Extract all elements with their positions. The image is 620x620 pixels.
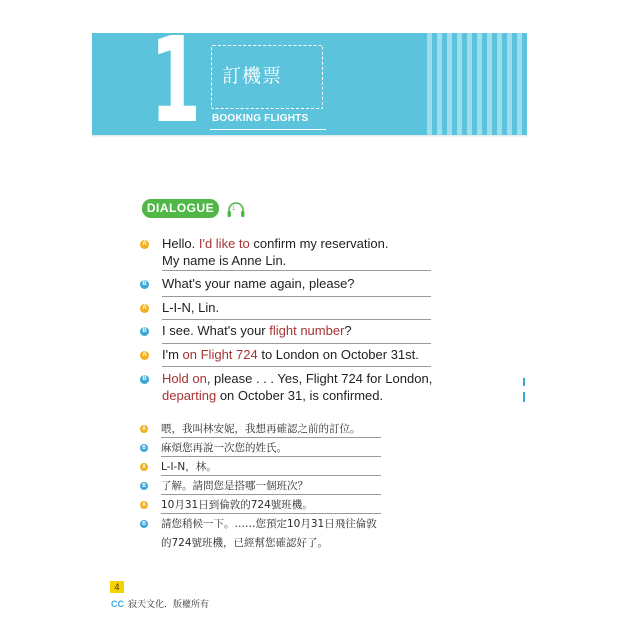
publisher-text: 寂天文化．版權所有 — [128, 600, 210, 610]
key-phrase: I'd like to — [198, 236, 250, 251]
english-line-text — [162, 253, 286, 269]
speaker-b-icon: B — [140, 375, 149, 384]
english-line-text — [162, 300, 219, 316]
chinese-line-text: 麻煩您再說一次您的姓氏。 — [161, 442, 287, 454]
line-divider — [161, 494, 381, 495]
unit-header-band — [92, 33, 527, 135]
speaker-b-icon: B — [140, 327, 149, 336]
phrase: My name is Anne Lin. — [162, 253, 287, 268]
edge-mark — [523, 378, 525, 386]
line-divider — [162, 296, 431, 297]
english-line-text — [162, 347, 419, 363]
line-divider — [161, 475, 381, 476]
line-divider — [161, 437, 381, 438]
line-divider — [162, 270, 431, 271]
page-number: 4 — [110, 581, 124, 593]
speaker-b-icon: B — [140, 520, 148, 528]
unit-title-chinese: 訂機票 — [222, 65, 283, 87]
chinese-line-text: 10月31日到倫敦的724號班機。 — [161, 499, 313, 511]
chinese-line-text: L-I-N，林。 — [161, 461, 217, 473]
phrase: on October 31, is confirmed. — [216, 388, 384, 403]
line-divider — [161, 513, 381, 514]
key-phrase: Hold on — [162, 371, 207, 386]
line-divider — [162, 366, 431, 367]
english-line-text — [162, 323, 352, 339]
english-line-text — [162, 371, 432, 387]
chinese-line-text: 的724號班機，已經幫您確認好了。 — [161, 537, 329, 549]
speaker-b-icon: B — [140, 444, 148, 452]
header-shadow — [92, 135, 527, 138]
chinese-line-text: 喂，我叫林安妮，我想再確認之前的訂位。 — [161, 423, 361, 435]
english-line-text — [162, 276, 355, 292]
phrase: confirm my reservation. — [249, 236, 389, 251]
phrase: I see. What's your — [162, 323, 270, 338]
phrase: I'm — [162, 347, 183, 362]
speaker-a-icon: A — [140, 304, 149, 313]
speaker-a-icon: A — [140, 463, 148, 471]
speaker-a-icon: A — [140, 501, 148, 509]
phrase: , please . . . Yes, Flight 724 for London, — [206, 371, 433, 386]
phrase: What's your name again, please? — [162, 276, 355, 291]
headphones-icon[interactable] — [226, 201, 246, 218]
edge-mark — [523, 392, 525, 402]
chinese-line-text: 了解。請問您是搭哪一個班次？ — [161, 480, 308, 492]
chinese-line-text: 請您稍候一下。……您預定10月31日飛往倫敦 — [161, 518, 377, 530]
title-underline — [210, 129, 326, 130]
english-line-text — [162, 388, 383, 404]
phrase: Hello. — [162, 236, 199, 251]
title-dashed-box — [211, 45, 323, 109]
header-stripes — [427, 33, 527, 135]
phrase: to London on October 31st. — [257, 347, 419, 362]
line-divider — [161, 456, 381, 457]
line-divider — [162, 319, 431, 320]
key-phrase: flight number — [269, 323, 345, 338]
english-line-text — [162, 236, 388, 252]
phrase: ? — [344, 323, 352, 338]
key-phrase: on Flight 724 — [182, 347, 258, 362]
speaker-b-icon: B — [140, 482, 148, 490]
speaker-a-icon: A — [140, 425, 148, 433]
speaker-a-icon: A — [140, 351, 149, 360]
publisher-logo: CC — [111, 599, 124, 609]
dialogue-badge: DIALOGUE — [142, 199, 219, 218]
speaker-b-icon: B — [140, 280, 149, 289]
publisher-credit — [111, 597, 209, 610]
phrase: L-I-N, Lin. — [162, 300, 220, 315]
key-phrase: departing — [162, 388, 217, 403]
audio-track-number: 1 — [232, 206, 236, 212]
speaker-a-icon: A — [140, 240, 149, 249]
unit-number: 1 — [150, 33, 201, 135]
line-divider — [162, 343, 431, 344]
unit-title-english: BOOKING FLIGHTS — [212, 113, 309, 124]
